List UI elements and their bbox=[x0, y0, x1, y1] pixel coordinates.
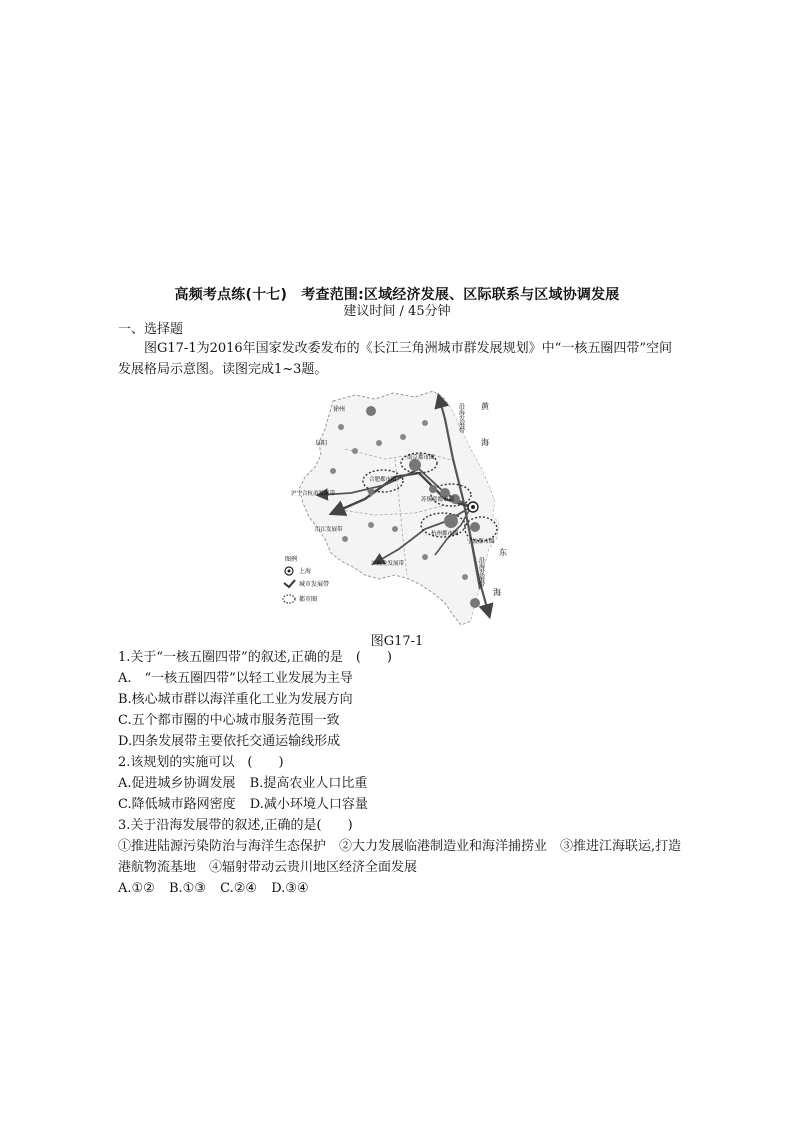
label-sea-hai2: 海 bbox=[493, 588, 501, 597]
question-2-stem: 2.该规划的实施可以 ( ) bbox=[118, 755, 284, 770]
legend-item-shanghai: 上海 bbox=[299, 568, 312, 575]
question-3-statements: ①推进陆源污染防治与海洋生态保护 ②大力发展临港制造业和海洋捕捞业 ③推进江海联运,打造港航物流基地 ④辐射带动云贵川地区经济全面发展 bbox=[118, 839, 682, 875]
question-1-stem: 1.关于“一核五圈四带”的叙述,正确的是 ( ) bbox=[118, 650, 392, 665]
label-ningbo-circle: 宁波都市圈 bbox=[467, 539, 495, 545]
label-xuzhou: 徐州 bbox=[333, 406, 346, 413]
question-3-option-a: A.①② bbox=[118, 881, 155, 896]
question-3-option-d: D.③④ bbox=[271, 881, 309, 896]
question-3-stem: 3.关于沿海发展带的叙述,正确的是( ) bbox=[118, 818, 353, 833]
section-heading: 一、选择题 bbox=[118, 322, 184, 337]
label-river-belt: 沿江发展带 bbox=[315, 527, 343, 533]
figure-caption: 图G17-1 bbox=[370, 634, 424, 649]
question-2-option-d: D.减小环境人口容量 bbox=[249, 797, 368, 812]
label-hangzhou-circle: 杭州都市圈 bbox=[431, 531, 459, 537]
label-nanjing-circle: 南京都市圈 bbox=[407, 455, 435, 461]
label-sea-hai1: 海 bbox=[481, 438, 489, 447]
label-suxichang-circle: 苏锡常都市圈 bbox=[421, 497, 455, 503]
question-2-options-row1 bbox=[118, 773, 683, 794]
label-nhh-belt: 沪宁合杭甬发展带 bbox=[291, 491, 336, 497]
question-1-option-d: D.四条发展带主要依托交通运输线形成 bbox=[118, 734, 341, 749]
question-2-option-a: A.促进城乡协调发展 bbox=[118, 776, 236, 791]
map-legend bbox=[283, 555, 329, 603]
question-1-option-a: A. “一核五圈四带”以轻工业发展为主导 bbox=[118, 671, 353, 686]
label-coast-belt-south: 沿海发展带 bbox=[477, 557, 485, 587]
question-1-option-b: B.核心城市群以海洋重化工业为发展方向 bbox=[118, 692, 353, 707]
suggested-time: 建议时间 / 45分钟 bbox=[343, 304, 451, 319]
yangtze-delta-map bbox=[275, 389, 511, 629]
legend-title: 图例 bbox=[285, 556, 298, 563]
intro-paragraph: 图G17-1为2016年国家发改委发布的《长江三角洲城市群发展规划》中“一核五圈四带”空间发展格局示意图。读图完成1~3题。 bbox=[118, 341, 672, 377]
question-3-option-c: C.②④ bbox=[220, 881, 258, 896]
question-1-option-c: C.五个都市圈的中心城市服务范围一致 bbox=[118, 713, 340, 728]
label-coast-belt-north: 沿海发展带 bbox=[457, 403, 465, 433]
label-hefei-circle: 合肥都市圈 bbox=[369, 477, 397, 483]
label-hhj-belt: 沪杭金发展带 bbox=[371, 561, 405, 567]
question-2-option-c: C.降低城市路网密度 bbox=[118, 797, 236, 812]
page-title: 高频考点练(十七) 考查范围:区域经济发展、区际联系与区域协调发展 bbox=[174, 287, 620, 303]
question-3-option-b: B.①③ bbox=[168, 881, 206, 896]
legend-item-circle: 都市圈 bbox=[299, 596, 318, 603]
label-sea-dong: 东 bbox=[499, 548, 507, 557]
question-3-options bbox=[118, 878, 683, 899]
legend-item-belt: 城市发展带 bbox=[299, 581, 330, 588]
label-fuyang: 阜阳 bbox=[315, 440, 328, 447]
question-2-option-b: B.提高农业人口比重 bbox=[249, 776, 368, 791]
label-sea-huang: 黄 bbox=[481, 402, 489, 411]
question-2-options-row2 bbox=[118, 794, 683, 815]
